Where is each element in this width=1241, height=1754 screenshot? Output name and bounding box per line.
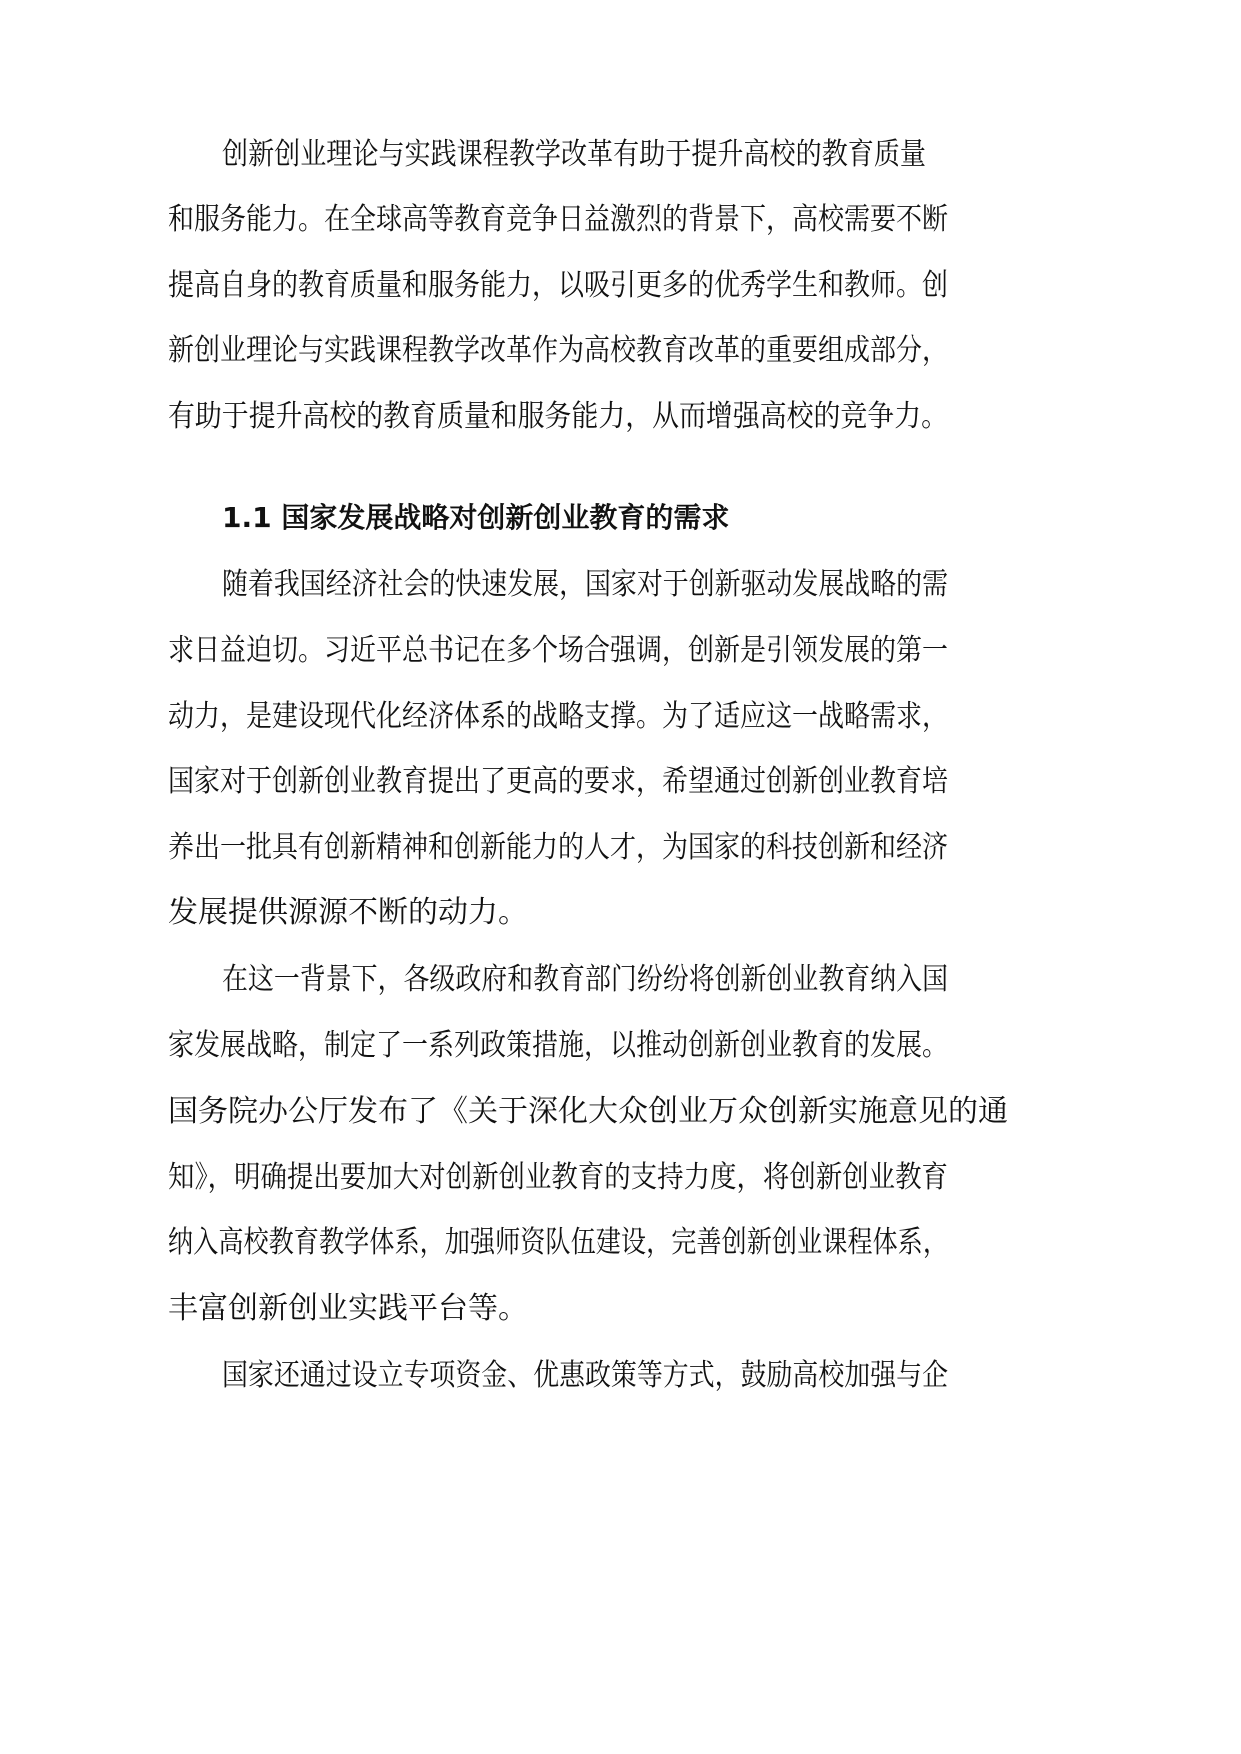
paragraph-line: 提高自身的教育质量和服务能力，以吸引更多的优秀学生和教师。创 <box>168 268 948 303</box>
paragraph-line: 国务院办公厅发布了《关于深化大众创业万众创新实施意见的通 <box>168 1094 1008 1129</box>
paragraph-line: 发展提供源源不断的动力。 <box>168 895 528 930</box>
paragraph-line: 新创业理论与实践课程教学改革作为高校教育改革的重要组成部分， <box>168 333 948 368</box>
paragraph-line: 丰富创新创业实践平台等。 <box>168 1291 528 1326</box>
paragraph-line: 动力，是建设现代化经济体系的战略支撑。为了适应这一战略需求， <box>168 699 948 734</box>
section-heading: 1.1 国家发展战略对创新创业教育的需求 <box>222 501 730 534</box>
paragraph-line: 国家对于创新创业教育提出了更高的要求，希望通过创新创业教育培 <box>168 764 948 799</box>
paragraph-line: 随着我国经济社会的快速发展，国家对于创新驱动发展战略的需 <box>222 567 948 602</box>
paragraph-line: 和服务能力。在全球高等教育竞争日益激烈的背景下，高校需要不断 <box>168 202 948 237</box>
paragraph-line: 家发展战略，制定了一系列政策措施，以推动创新创业教育的发展。 <box>168 1028 948 1063</box>
paragraph-line: 纳入高校教育教学体系，加强师资队伍建设，完善创新创业课程体系， <box>168 1225 948 1260</box>
paragraph-line: 创新创业理论与实践课程教学改革有助于提升高校的教育质量 <box>222 137 926 172</box>
paragraph-line: 国家还通过设立专项资金、优惠政策等方式，鼓励高校加强与企 <box>222 1358 948 1393</box>
paragraph-line: 在这一背景下，各级政府和教育部门纷纷将创新创业教育纳入国 <box>222 962 948 997</box>
paragraph-line: 求日益迫切。习近平总书记在多个场合强调，创新是引领发展的第一 <box>168 633 948 668</box>
paragraph-line: 有助于提升高校的教育质量和服务能力，从而增强高校的竞争力。 <box>168 399 948 434</box>
paragraph-line: 知》，明确提出要加大对创新创业教育的支持力度，将创新创业教育 <box>168 1160 948 1195</box>
paragraph-line: 养出一批具有创新精神和创新能力的人才，为国家的科技创新和经济 <box>168 830 948 865</box>
